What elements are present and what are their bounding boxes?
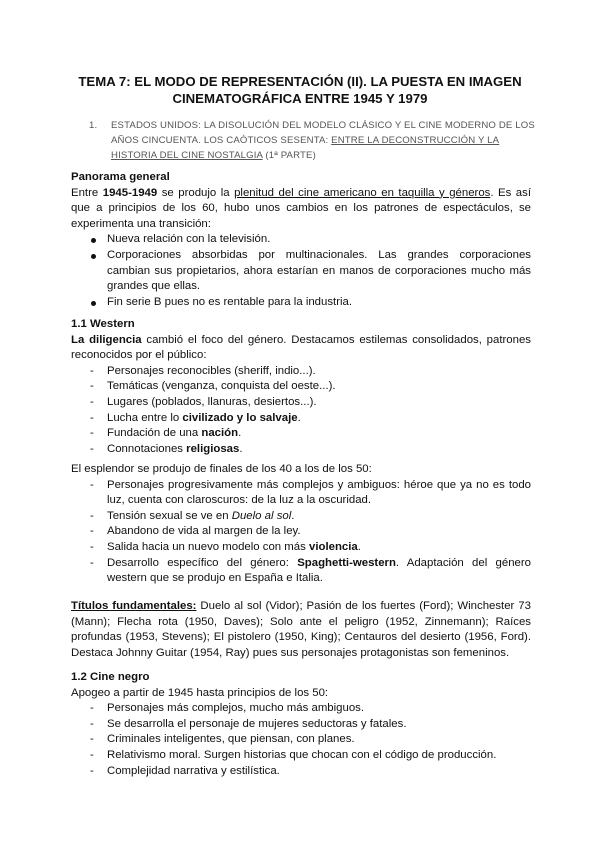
dash-icon: - — [90, 478, 94, 491]
list-item: - Se desarrolla el personaje de mujeres seductoras y fatales. — [71, 717, 531, 733]
subtitle-underlined: ENTRE LA DECONSTRUCCIÓN Y LA HISTORIA DEL CINE NOSTALGIA — [111, 135, 500, 161]
list-item: - Personajes reconocibles (sheriff, indio...). — [71, 364, 531, 380]
section-heading-noir: 1.2 Cine negro — [71, 671, 150, 683]
section-subtitle — [89, 118, 535, 163]
splendor-list — [71, 478, 531, 587]
section-heading-western: 1.1 Western — [71, 318, 135, 330]
dash-icon: - — [90, 364, 94, 377]
dash-icon: - — [90, 427, 94, 440]
bullet-icon — [91, 301, 96, 306]
western-splendor — [71, 462, 531, 587]
dash-icon: - — [90, 525, 94, 538]
panorama-intro: Entre 1945-1949 se produjo la plenitud del cine americano en taquilla y géneros. Es así que a principios de los 60, hubo unos cambios en los patrones de espectáculos, se experimenta una transición: — [71, 186, 531, 230]
dash-icon: - — [90, 748, 94, 761]
page-title — [70, 73, 530, 107]
dash-icon: - — [90, 702, 94, 715]
list-item: - Lugares (poblados, llanuras, desiertos...). — [71, 395, 531, 411]
list-item: - Tensión sexual se ve en Duelo al sol. — [71, 509, 531, 525]
list-item: Corporaciones absorbidas por multinacionales. Las grandes corporaciones cambian sus propietarios, ahora estarían en manos de corporaciones mucho más grandes que ellas. — [71, 248, 531, 295]
list-item: - Personajes progresivamente más complejos y ambiguos: héroe que ya no es todo luz, cuenta con claroscuros: de la luz a la oscuridad. — [90, 478, 531, 507]
list-item: - Salida hacia un nuevo modelo con más violencia. — [71, 540, 531, 556]
dash-icon: - — [90, 411, 94, 424]
panorama-section — [71, 170, 531, 310]
list-item: Fin serie B pues no es rentable para la industria. — [71, 295, 531, 311]
list-item: - Criminales inteligentes, que piensan, con planes. — [71, 732, 531, 748]
subtitle-plain: ESTADOS UNIDOS: LA DISOLUCIÓN DEL MODELO CLÁSICO Y EL CINE MODERNO DE LOS AÑOS CINCUENTA. LOS CAÓTICOS SESENTA: — [111, 120, 535, 146]
bullet-icon — [91, 254, 96, 259]
dash-icon: - — [90, 540, 94, 553]
list-item: - Fundación de una nación. — [71, 426, 531, 442]
dash-icon: - — [90, 442, 94, 455]
dash-icon: - — [90, 717, 94, 730]
noir-intro: Apogeo a partir de 1945 hasta principios de los 50: — [71, 686, 329, 699]
dash-icon: - — [90, 395, 94, 408]
dash-icon: - — [90, 556, 94, 569]
western-titles — [71, 599, 531, 661]
dash-icon: - — [90, 380, 94, 393]
list-item: - Temáticas (venganza, conquista del oeste...). — [71, 379, 531, 395]
list-item: - Personajes más complejos, mucho más ambiguos. — [71, 701, 531, 717]
subtitle-suffix: (1ª PARTE) — [262, 150, 316, 161]
list-item: Nueva relación con la televisión. — [71, 232, 531, 248]
noir-section — [71, 670, 531, 779]
list-number: 1. — [89, 120, 98, 131]
list-item: - Desarrollo específico del género: Spaghetti-western. Adaptación del género western que se produjo en España e Italia. — [90, 556, 531, 585]
titles-paragraph: Títulos fundamentales: Duelo al sol (Vidor); Pasión de los fuertes (Ford); Winchester 73 (Mann); Flecha rota (1950, Daves); Solo ante el peligro (1952, Zinnemann); Raíces profundas (1953, Stevens); El pistolero (1950, King); Centauros del desierto (1956, Ford). Destaca Johnny Guitar (1954, Ray) pues sus personajes protagonistas son femeninos. — [71, 600, 531, 659]
subtitle-text — [111, 118, 535, 163]
western-list — [71, 364, 531, 458]
western-intro: La diligencia cambió el foco del género. Destacamos estilemas consolidados, patrones reconocidos por el público: — [71, 333, 531, 362]
list-item: - Relativismo moral. Surgen historias que chocan con el código de producción. — [71, 748, 531, 764]
titles-label: Títulos fundamentales: — [71, 600, 197, 612]
panorama-bullets — [71, 232, 531, 310]
splendor-intro: El esplendor se produjo de finales de los 40 a los de los 50: — [71, 463, 372, 475]
dash-icon: - — [90, 509, 94, 522]
title-line-1: TEMA 7: EL MODO DE REPRESENTACIÓN (II). LA PUESTA EN IMAGEN — [78, 74, 522, 89]
list-item: - Lucha entre lo civilizado y lo salvaje. — [71, 411, 531, 427]
dash-icon: - — [90, 733, 94, 746]
noir-list — [71, 701, 531, 779]
list-item: - Connotaciones religiosas. — [71, 442, 531, 458]
section-heading-panorama: Panorama general — [71, 171, 170, 183]
dash-icon: - — [90, 764, 94, 777]
title-line-2: CINEMATOGRÁFICA ENTRE 1945 Y 1979 — [172, 91, 428, 106]
western-section — [71, 317, 531, 457]
list-item: - Complejidad narrativa y estilística. — [71, 764, 531, 780]
list-item: - Abandono de vida al margen de la ley. — [71, 524, 531, 540]
bullet-icon — [91, 238, 96, 243]
